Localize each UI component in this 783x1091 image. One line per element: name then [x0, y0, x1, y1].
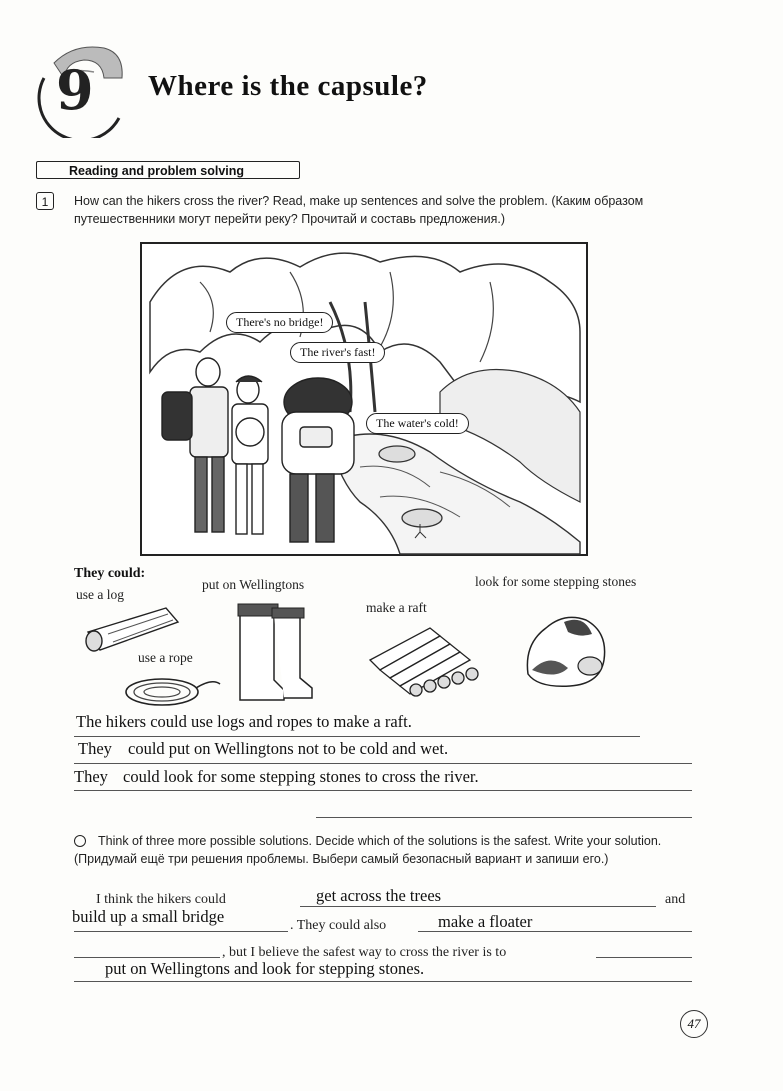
option-raft: make a raft	[366, 600, 427, 615]
log-icon	[78, 604, 183, 659]
printed-text: and	[665, 892, 686, 907]
printed-text: I think the hikers could	[96, 892, 226, 907]
exercise-number: 1	[36, 192, 54, 210]
unit-number: 9	[56, 58, 94, 122]
hikers-river-illustration	[140, 242, 588, 556]
scene-drawing	[140, 242, 588, 556]
option-stepping-stones: look for some stepping stones	[475, 574, 637, 589]
answer-line-1: The hikers could use logs and ropes to make a raft.	[76, 712, 412, 731]
answer-line-2-start: They	[78, 739, 112, 758]
exercise2-instruction: Think of three more possible solutions. Decide which of the solutions is the safest. Write your solution. (Придумай ещё три решения проблемы. Выбери самый безопасный вариант и запиши его.)	[74, 834, 662, 866]
answer-line-3: could look for some stepping stones to cross the river.	[123, 767, 479, 786]
section-label: Reading and problem solving	[36, 161, 300, 179]
speech-bubble: The water's cold!	[366, 413, 469, 434]
answer-blank-1: get across the trees	[316, 886, 442, 905]
option-use-log: use a log	[76, 587, 124, 602]
printed-text: , but I believe the safest way to cross the river is to	[222, 945, 507, 960]
wellingtons-icon	[234, 598, 318, 704]
exercise-instruction: How can the hikers cross the river? Read, make up sentences and solve the problem. (Каким образом путешественники могут перейти реку? Прочитай и составь предложения.)	[74, 194, 644, 226]
page-number: 47	[680, 1010, 708, 1038]
option-wellingtons: put on Wellingtons	[202, 577, 305, 592]
answer-blank-4: put on Wellingtons and look for stepping stones.	[105, 959, 425, 978]
stepping-stones-icon	[520, 604, 612, 690]
answer-line-2: could put on Wellingtons not to be cold and wet.	[128, 739, 449, 758]
speech-bubble: The river's fast!	[290, 342, 385, 363]
speech-bubble: There's no bridge!	[226, 312, 333, 333]
they-could-heading: They could:	[74, 566, 146, 581]
page-title: Where is the capsule?	[148, 70, 428, 102]
answer-blank-2: build up a small bridge	[72, 907, 225, 926]
option-rope: use a rope	[138, 650, 193, 665]
answer-line-3-start: They	[74, 767, 108, 786]
answer-blank-3: make a floater	[438, 912, 533, 931]
printed-text: . They could also	[290, 918, 387, 933]
raft-icon	[360, 620, 486, 700]
rope-icon	[122, 670, 227, 710]
